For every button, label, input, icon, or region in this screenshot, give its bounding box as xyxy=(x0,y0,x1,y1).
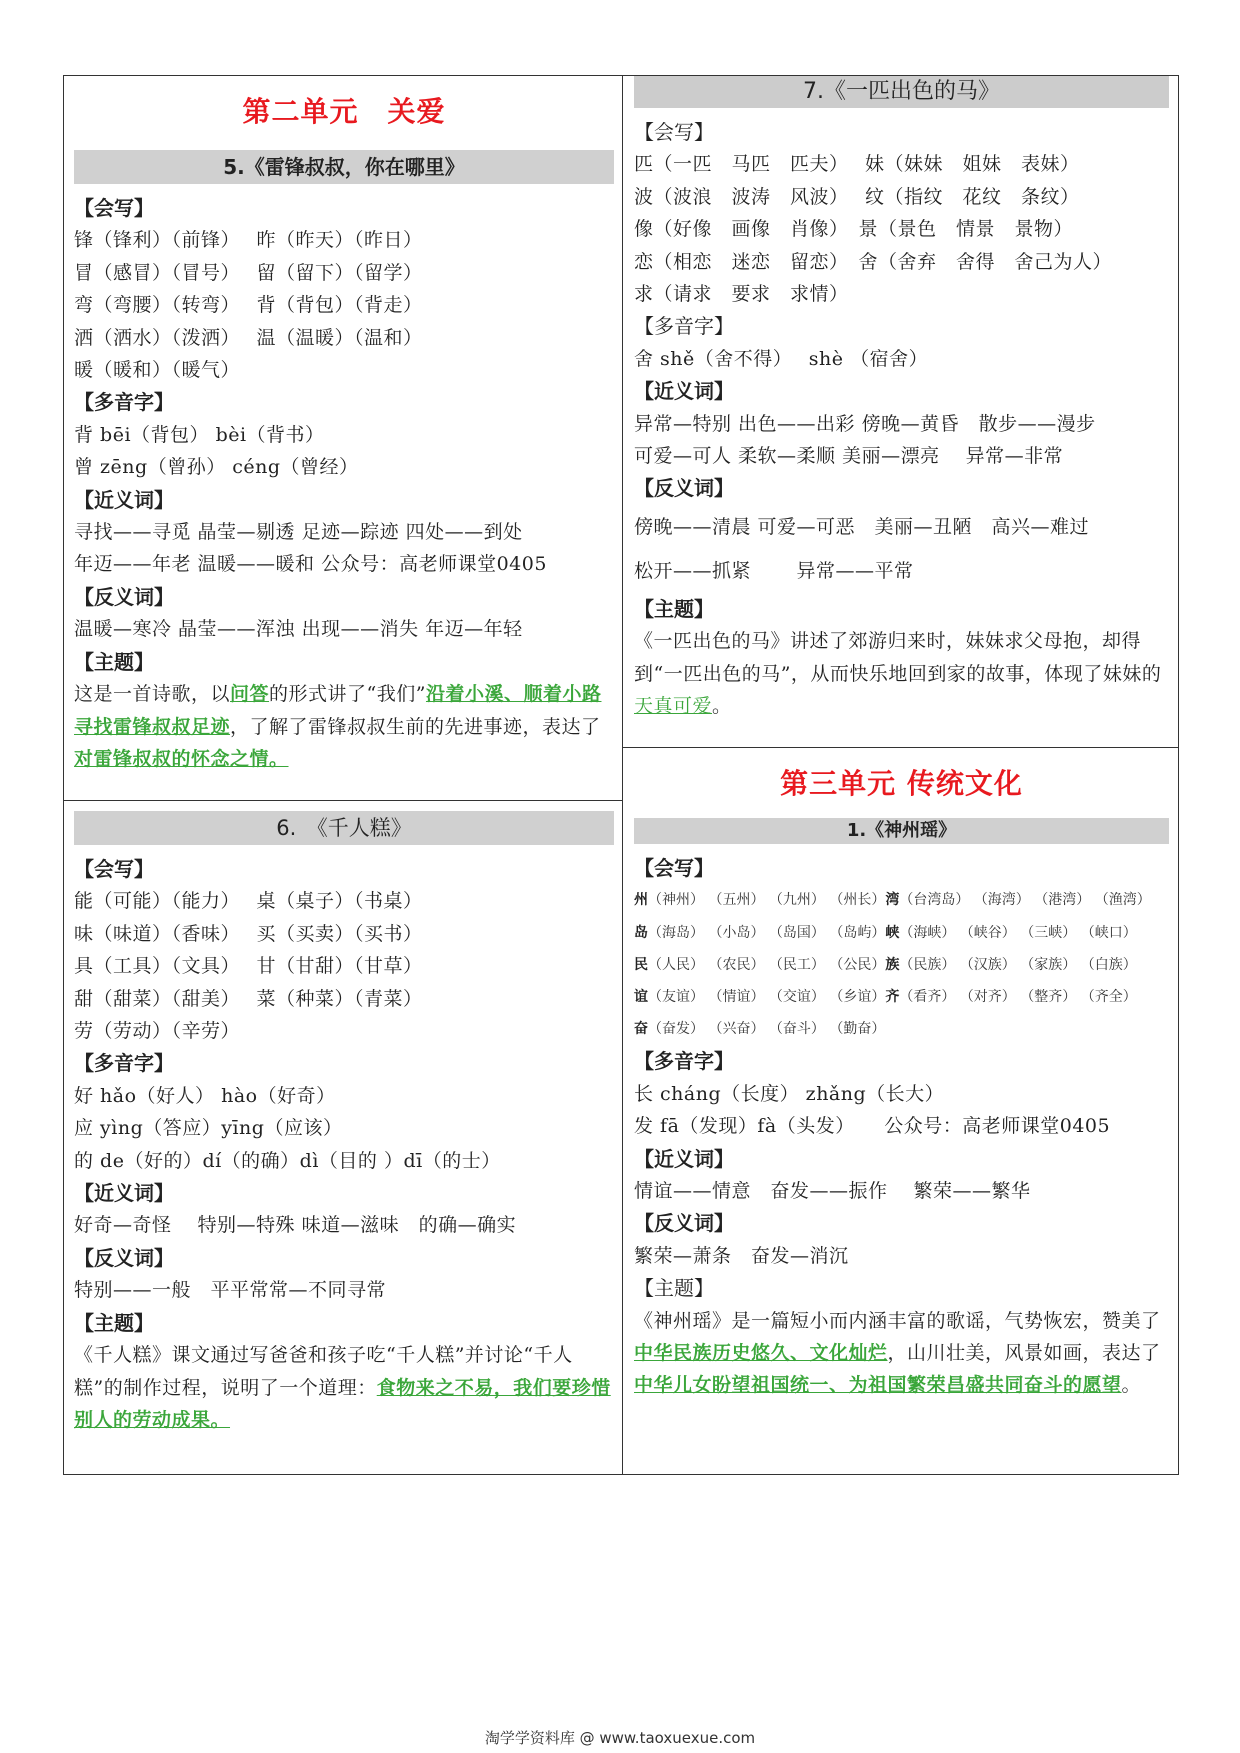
polyphone-line: 曾 zēng（曾孙） céng（曾经） xyxy=(74,456,359,479)
polyphone-heading: 【多音字】 xyxy=(634,1049,734,1074)
synonym-line: 情谊——情意 奋发——振作 繁荣——繁华 xyxy=(634,1180,1031,1203)
polyphone-line: 舍 shě（舍不得） shè （宿舍） xyxy=(634,347,929,370)
write-line: 冒（感冒）（冒号） 留（留下）（留学） xyxy=(74,261,423,284)
write-line: 味（味道）（香味） 买（买卖）（买书） xyxy=(74,922,423,945)
synonym-line: 可爱—可人 柔软—柔顺 美丽—漂亮 异常—非常 xyxy=(634,445,1064,468)
highlight-text: 沿着小溪、顺着小路寻找雷锋叔叔足迹 xyxy=(74,683,602,738)
polyphone-heading: 【多音字】 xyxy=(74,390,174,415)
highlight-text: 食物来之不易，我们要珍惜别人的劳动成果。 xyxy=(74,1376,611,1431)
antonym-heading: 【反义词】 xyxy=(634,1211,734,1236)
synonym-line: 年迈——年老 温暖——暖和 公众号：高老师课堂0405 xyxy=(74,553,547,576)
write-line: 能（可能）（能力） 桌（桌子）（书桌） xyxy=(74,890,423,913)
synonym-line: 好奇—奇怪 特别—特殊 味道—滋味 的确—确实 xyxy=(74,1214,517,1237)
polyphone-heading: 【多音字】 xyxy=(634,314,734,339)
write-line: 求（请求 要求 求情） xyxy=(634,283,849,306)
antonym-heading: 【反义词】 xyxy=(74,1245,174,1270)
footer-watermark: 淘学学资料库 @ www.taoxuexue.com xyxy=(484,1729,756,1747)
left-section-divider xyxy=(64,800,622,801)
lesson-1-title: 1.《神州瑶》 xyxy=(634,818,1169,844)
polyphone-line: 好 hǎo（好人） hào（好奇） xyxy=(74,1084,336,1107)
write-heading: 【会写】 xyxy=(74,196,154,220)
synonym-heading: 【近义词】 xyxy=(634,379,734,404)
lesson-5-section xyxy=(74,84,614,775)
write-line: 像（好像 画像 肖像） 景（景色 情景 景物） xyxy=(634,218,1074,241)
polyphone-line: 背 bēi（背包） bèi（背书） xyxy=(74,423,325,446)
antonym-line: 傍晚——清晨 可爱—可恶 美丽—丑陋 高兴—难过 xyxy=(634,515,1090,538)
antonym-heading: 【反义词】 xyxy=(634,476,734,501)
unit-3-title: 第三单元 传统文化 xyxy=(780,767,1023,800)
lesson-1-section xyxy=(634,756,1169,1402)
lesson-6-section xyxy=(74,811,614,1436)
theme-heading: 【主题】 xyxy=(74,1310,154,1335)
write-line: 甜（甜菜）（甜美） 菜（种菜）（青菜） xyxy=(74,987,423,1010)
theme-heading: 【主题】 xyxy=(634,596,714,621)
write-heading: 【会写】 xyxy=(74,857,154,881)
antonym-line: 繁荣—萧条 奋发—消沉 xyxy=(634,1244,849,1267)
write-line: 波（波浪 波涛 风波） 纹（指纹 花纹 条纹） xyxy=(634,185,1080,208)
polyphone-line: 长 cháng（长度） zhǎng（长大） xyxy=(634,1082,945,1105)
write-line: 恋（相恋 迷恋 留恋） 舍（舍弃 舍得 舍己为人） xyxy=(634,250,1113,273)
right-section-divider xyxy=(622,747,1178,748)
antonym-line: 温暖—寒冷 晶莹——浑浊 出现——消失 年迈—年轻 xyxy=(74,618,523,641)
write-row: 民（人民） （农民） （民工） （公民）族（民族） （汉族） （家族） （白族） xyxy=(634,956,1137,973)
write-row: 岛（海岛） （小岛） （岛国） （岛屿）峡（海峡） （峡谷） （三峡） （峡口） xyxy=(634,924,1137,941)
polyphone-heading: 【多音字】 xyxy=(74,1051,174,1076)
antonym-line: 特别——一般 平平常常—不同寻常 xyxy=(74,1279,387,1302)
antonym-heading: 【反义词】 xyxy=(74,584,174,609)
write-line: 具（工具）（文具） 甘（甘甜）（甘草） xyxy=(74,955,423,978)
lesson-5-title: 5.《雷锋叔叔，你在哪里》 xyxy=(74,150,614,184)
theme-heading: 【主题】 xyxy=(74,649,154,674)
antonym-line: 松开——抓紧 异常——平常 xyxy=(634,559,914,582)
write-row: 奋（奋发） （兴奋） （奋斗） （勤奋） xyxy=(634,1021,886,1038)
highlight-text: 对雷锋叔叔的怀念之情。 xyxy=(74,747,289,770)
highlight-text: 中华民族历史悠久、文化灿烂 xyxy=(634,1342,888,1365)
synonym-heading: 【近义词】 xyxy=(634,1146,734,1171)
highlight-text: 问答 xyxy=(230,683,270,706)
lesson-6-title: 6. 《千人糕》 xyxy=(74,811,614,845)
polyphone-line: 发 fā（发现）fà（头发） 公众号：高老师课堂0405 xyxy=(634,1115,1111,1138)
lesson-7-title: 7.《一匹出色的马》 xyxy=(634,76,1169,108)
synonym-heading: 【近义词】 xyxy=(74,1181,174,1206)
theme-paragraph: 《千人糕》课文通过写爸爸和孩子吃“千人糕”并讨论“千人糕”的制作过程，说明了一个道理：食物来之不易，我们要珍惜别人的劳动成果。 xyxy=(74,1344,611,1431)
write-line: 弯（弯腰）（转弯） 背（背包）（背走） xyxy=(74,294,423,317)
theme-heading: 【主题】 xyxy=(634,1276,714,1301)
write-row: 州（神州） （五州） （九州） （州长）湾（台湾岛） （海湾） （港湾） （渔湾） xyxy=(634,892,1151,909)
write-heading: 【会写】 xyxy=(634,856,714,880)
write-line: 劳（劳动）（辛劳） xyxy=(74,1020,241,1043)
worksheet-frame xyxy=(63,75,1179,1475)
column-divider xyxy=(622,76,623,1474)
write-heading: 【会写】 xyxy=(634,120,714,144)
synonym-line: 异常—特别 出色——出彩 傍晚—黄昏 散步——漫步 xyxy=(634,412,1096,435)
unit-2-title: 第二单元 关爱 xyxy=(242,95,446,128)
polyphone-line: 应 yìng（答应）yīng（应该） xyxy=(74,1117,343,1140)
highlight-text: 天真可爱 xyxy=(634,695,713,718)
theme-paragraph: 《神州瑶》是一篇短小而内涵丰富的歌谣，气势恢宏，赞美了中华民族历史悠久、文化灿烂，山川壮美，风景如画，表达了中华儿女盼望祖国统一、为祖国繁荣昌盛共同奋斗的愿望。 xyxy=(634,1309,1161,1397)
synonym-heading: 【近义词】 xyxy=(74,487,174,512)
theme-paragraph: 这是一首诗歌，以问答的形式讲了“我们”沿着小溪、顺着小路寻找雷锋叔叔足迹，了解了雷锋叔叔生前的先进事迹，表达了对雷锋叔叔的怀念之情。 xyxy=(74,683,602,770)
highlight-text: 中华儿女盼望祖国统一、为祖国繁荣昌盛共同奋斗的愿望 xyxy=(634,1374,1122,1397)
write-row: 谊（友谊） （情谊） （交谊） （乡谊）齐（看齐） （对齐） （整齐） （齐全） xyxy=(634,989,1137,1006)
polyphone-line: 的 de（好的）dí（的确）dì（目的 ）dī（的士） xyxy=(74,1149,501,1172)
synonym-line: 寻找——寻觅 晶莹—剔透 足迹—踪迹 四处——到处 xyxy=(74,521,523,544)
write-line: 暖（暖和）（暖气） xyxy=(74,359,241,382)
write-line: 洒（洒水）（泼洒） 温（温暖）（温和） xyxy=(74,326,423,349)
theme-paragraph: 《一匹出色的马》讲述了郊游归来时，妹妹求父母抱，却得到“一匹出色的马”，从而快乐地回到家的故事，体现了妹妹的天真可爱。 xyxy=(634,630,1162,718)
write-line: 锋（锋利）（前锋） 昨（昨天）（昨日） xyxy=(74,229,423,252)
lesson-7-section xyxy=(634,76,1169,723)
write-line: 匹（一匹 马匹 匹夫） 妹（妹妹 姐妹 表妹） xyxy=(634,153,1080,176)
